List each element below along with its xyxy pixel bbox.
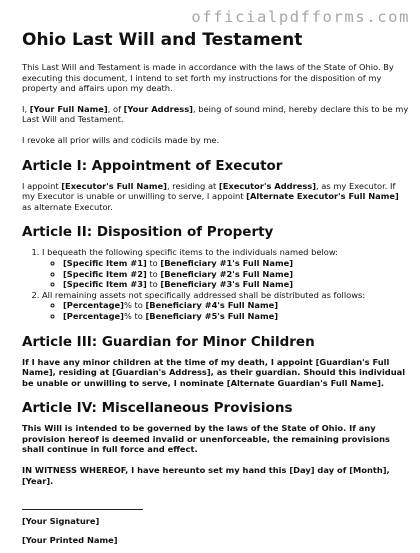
list-item: ◦ [Percentage]% to [Beneficiary #4's Full Name] — [63, 300, 410, 311]
article-2-heading: Article II: Disposition of Property — [22, 224, 274, 241]
list-item: ◦ [Specific Item #3] to [Beneficiary #3's Full Name] — [63, 279, 410, 290]
governing-law-paragraph: This Will is intended to be governed by the laws of the State of Ohio. If any provision hereof is deemed invalid or unenforceable, the remaining provisions shall continue in full force and effect. — [22, 423, 390, 455]
document-title: Ohio Last Will and Testament — [22, 30, 303, 50]
alternate-executor-placeholder: [Alternate Executor's Full Name] — [246, 191, 399, 202]
signature-label: [Your Signature] — [22, 516, 100, 527]
testator-name-placeholder: [Your Full Name] — [29, 103, 108, 114]
list-item: 2. All remaining assets not specifically addressed shall be distributed as follows: ◦ [Percentage]% to [Beneficiary #4's Full Name] ◦ [Percentage]% to [Beneficiary #5's Full Name] — [42, 290, 410, 322]
watermark: officialpdfforms.com — [191, 8, 410, 26]
bequest-list — [42, 258, 410, 290]
revocation-paragraph: I revoke all prior wills and codicils made by me. — [22, 134, 220, 145]
printed-name-label: [Your Printed Name] — [22, 534, 118, 545]
article-4-heading: Article IV: Miscellaneous Provisions — [22, 400, 293, 417]
will-document — [22, 30, 410, 553]
declaration-paragraph: I, [Your Full Name], of [Your Address], being of sound mind, hereby declare this to be my Last Will and Testament. — [22, 103, 409, 125]
list-item: ◦ [Specific Item #2] to [Beneficiary #2's Full Name] — [63, 269, 410, 280]
distribution-list — [42, 300, 410, 321]
executor-paragraph: I appoint [Executor's Full Name], residing at [Executor's Address], as my Executor. If my Executor is unable or unwilling to serve, I appoint [Alternate Executor's Full Name] as alternate Executor. — [22, 180, 399, 212]
witness-paragraph: IN WITNESS WHEREOF, I have hereunto set my hand this [Day] day of [Month], [Year]. — [22, 465, 390, 486]
executor-name-placeholder: [Executor's Full Name] — [61, 180, 167, 191]
intro-paragraph: This Last Will and Testament is made in accordance with the laws of the State of Ohio. By executing this document, I intend to set forth my instructions for the disposition of my property and affairs upon my death. — [22, 62, 394, 94]
article-1-heading: Article I: Appointment of Executor — [22, 157, 283, 174]
list-item: 1. I bequeath the following specific items to the individuals named below: ◦ [Specific Item #1] to [Beneficiary #1's Full Name] ◦ [Specific Item #2] to [Beneficiary #2's Full Name] ◦ [Specific Item #3] to [Beneficiary #3's Full Name] — [42, 247, 410, 289]
signature-line — [22, 508, 143, 510]
article-3-heading: Article III: Guardian for Minor Children — [22, 333, 315, 350]
testator-address-placeholder: [Your Address] — [123, 103, 193, 114]
list-item: ◦ [Specific Item #1] to [Beneficiary #1's Full Name] — [63, 258, 410, 269]
guardian-paragraph: If I have any minor children at the time of my death, I appoint [Guardian's Full Name], residing at [Guardian's Address], as their guardian. Should this individual be unable or unwilling to serve, I nominate [Alternate Guardian's Full Name]. — [22, 356, 406, 388]
property-list — [22, 247, 410, 321]
list-item: ◦ [Percentage]% to [Beneficiary #5's Full Name] — [63, 311, 410, 322]
executor-address-placeholder: [Executor's Address] — [218, 180, 316, 191]
